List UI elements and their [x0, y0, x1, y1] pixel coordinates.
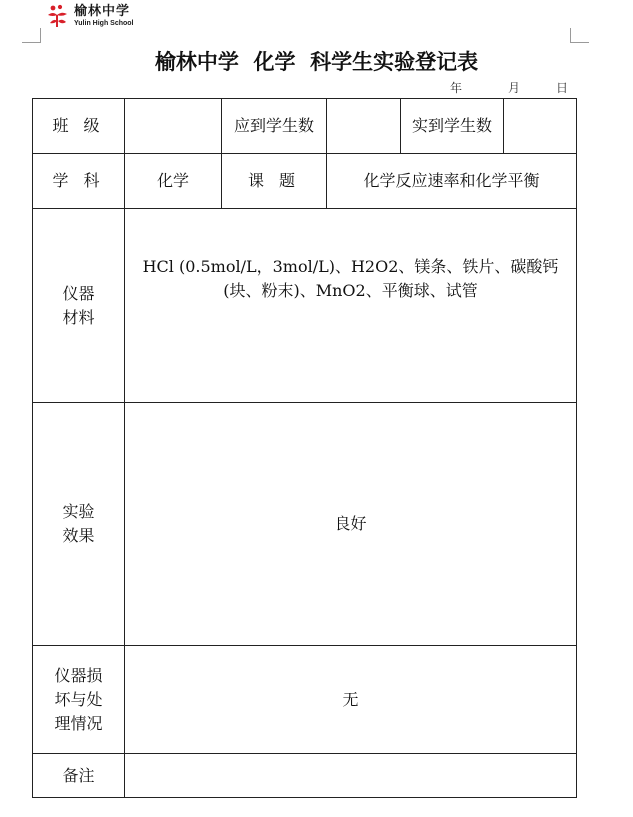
damage-value[interactable]: 无 — [125, 646, 577, 754]
actual-students-label: 实到学生数 — [401, 99, 504, 154]
materials-value[interactable]: HCl (0.5mol/L，3mol/L)、H2O2、镁条、铁片、碳酸钙(块、粉末)、MnO2、平衡球、试管 — [125, 209, 577, 403]
expected-students-label: 应到学生数 — [222, 99, 327, 154]
subject-value[interactable]: 化学 — [125, 154, 222, 209]
subject-label: 学 科 — [33, 154, 125, 209]
page-title: 榆林中学 化学 科学生实验登记表 — [154, 50, 479, 74]
remarks-value-cell[interactable] — [125, 754, 577, 798]
table-row-class — [33, 99, 577, 154]
registration-form-table — [32, 98, 577, 798]
remarks-label: 备注 — [33, 754, 125, 798]
school-logo — [44, 2, 134, 30]
table-row-result — [33, 403, 577, 646]
result-label-line-2: 效果 — [62, 526, 95, 545]
expected-students-value-cell[interactable] — [327, 99, 401, 154]
damage-label-line-2: 坏与处 — [54, 689, 103, 709]
damage-label-line-3: 理情况 — [54, 713, 103, 733]
logo-chinese-name: 榆林中学 — [74, 4, 131, 19]
table-row-damage — [33, 646, 577, 754]
result-label-line-1: 实验 — [62, 502, 95, 521]
materials-label-line-2: 材料 — [62, 307, 95, 327]
damage-label-line-1: 仪器损 — [54, 665, 103, 685]
class-value-cell[interactable] — [125, 99, 222, 154]
logo-english-name: Yulin High School — [74, 20, 134, 27]
topic-value[interactable]: 化学反应速率和化学平衡 — [327, 154, 577, 209]
crop-mark-right — [570, 28, 589, 43]
class-label: 班 级 — [33, 99, 125, 154]
materials-label — [33, 209, 125, 403]
date-year-label: 年 — [450, 81, 463, 95]
result-label — [33, 403, 125, 646]
topic-label: 课 题 — [222, 154, 327, 209]
crop-mark-left — [22, 28, 41, 43]
table-row-remarks — [33, 754, 577, 798]
damage-label — [33, 646, 125, 754]
table-row-subject — [33, 154, 577, 209]
date-day-label: 日 — [556, 81, 569, 95]
table-row-materials — [33, 209, 577, 403]
materials-label-line-1: 仪器 — [62, 283, 95, 303]
school-emblem-icon — [44, 3, 70, 29]
date-month-label: 月 — [508, 81, 521, 95]
actual-students-value-cell[interactable] — [504, 99, 577, 154]
result-value[interactable]: 良好 — [125, 403, 577, 646]
